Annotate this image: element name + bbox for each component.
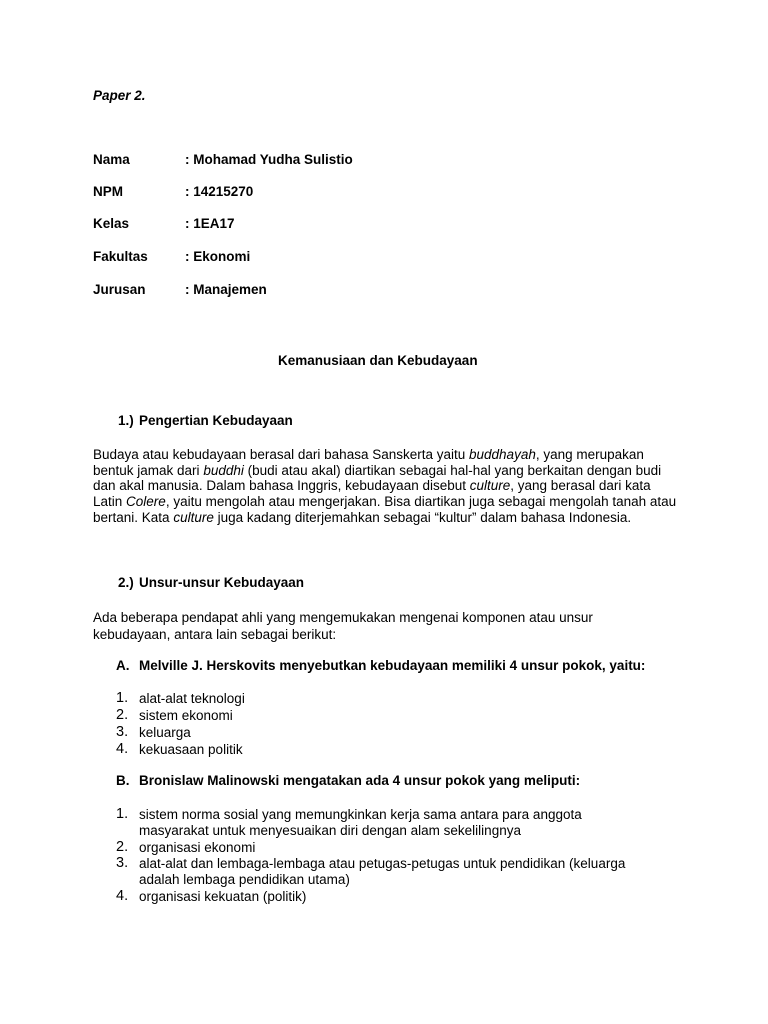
info-label-fakultas: Fakultas bbox=[93, 249, 148, 264]
list-a-num: 2. bbox=[116, 707, 129, 723]
list-a-num: 3. bbox=[116, 724, 129, 740]
list-b-num: 4. bbox=[116, 888, 129, 904]
info-label-nama: Nama bbox=[93, 152, 130, 167]
list-b-item: sistem norma sosial yang memungkinkan kerja sama antara para anggota masyarakat untuk menyesuaikan diri dengan alam sekelilingnya bbox=[139, 807, 582, 838]
list-a-num: 1. bbox=[116, 690, 129, 706]
section-2-intro: Ada beberapa pendapat ahli yang mengemukakan mengenai komponen atau unsur kebudayaan, antara lain sebagai berikut: bbox=[93, 610, 593, 642]
section-2-number: 2.) bbox=[118, 575, 134, 590]
info-value-kelas: : 1EA17 bbox=[185, 216, 235, 231]
list-b-item: organisasi kekuatan (politik) bbox=[139, 889, 307, 904]
document-title: Kemanusiaan dan Kebudayaan bbox=[278, 353, 478, 368]
sub-b-letter: B. bbox=[116, 773, 130, 788]
sub-a-letter: A. bbox=[116, 658, 130, 673]
section-1-number: 1.) bbox=[118, 413, 134, 428]
info-value-jurusan: : Manajemen bbox=[185, 282, 267, 297]
paper-label: Paper 2. bbox=[93, 88, 146, 103]
list-a-item: sistem ekonomi bbox=[139, 708, 233, 723]
list-a-item: keluarga bbox=[139, 725, 191, 740]
info-label-jurusan: Jurusan bbox=[93, 282, 146, 297]
sub-a-title: Melville J. Herskovits menyebutkan kebudayaan memiliki 4 unsur pokok, yaitu: bbox=[139, 658, 646, 673]
list-a-item: kekuasaan politik bbox=[139, 742, 243, 757]
list-b-num: 3. bbox=[116, 855, 129, 871]
info-value-nama: : Mohamad Yudha Sulistio bbox=[185, 152, 353, 167]
info-label-npm: NPM bbox=[93, 184, 123, 199]
list-a-item: alat-alat teknologi bbox=[139, 691, 245, 706]
section-1-paragraph: Budaya atau kebudayaan berasal dari bahasa Sanskerta yaitu buddhayah, yang merupakan bentuk jamak dari buddhi (budi atau akal) diartikan sebagai hal-hal yang berkaitan dengan budi dan akal manusia. Dalam bahasa Inggris, kebudayaan disebut culture, yang berasal dari kata Latin Colere, yaitu mengolah atau mengerjakan. Bisa diartikan juga sebagai mengolah tanah atau bertani. Kata culture juga kadang diterjemahkan sebagai “kultur” dalam bahasa Indonesia. bbox=[93, 447, 677, 525]
list-b-num: 1. bbox=[116, 806, 129, 822]
list-b-item: organisasi ekonomi bbox=[139, 840, 256, 855]
info-value-npm: : 14215270 bbox=[185, 184, 254, 199]
section-1-title: Pengertian Kebudayaan bbox=[139, 413, 293, 428]
list-b-item: alat-alat dan lembaga-lembaga atau petugas-petugas untuk pendidikan (keluarga adalah lembaga pendidikan utama) bbox=[139, 856, 626, 887]
list-a-num: 4. bbox=[116, 741, 129, 757]
list-b-num: 2. bbox=[116, 839, 129, 855]
info-value-fakultas: : Ekonomi bbox=[185, 249, 251, 264]
sub-b-title: Bronislaw Malinowski mengatakan ada 4 unsur pokok yang meliputi: bbox=[139, 773, 581, 788]
info-label-kelas: Kelas bbox=[93, 216, 130, 231]
section-2-title: Unsur-unsur Kebudayaan bbox=[139, 575, 305, 590]
